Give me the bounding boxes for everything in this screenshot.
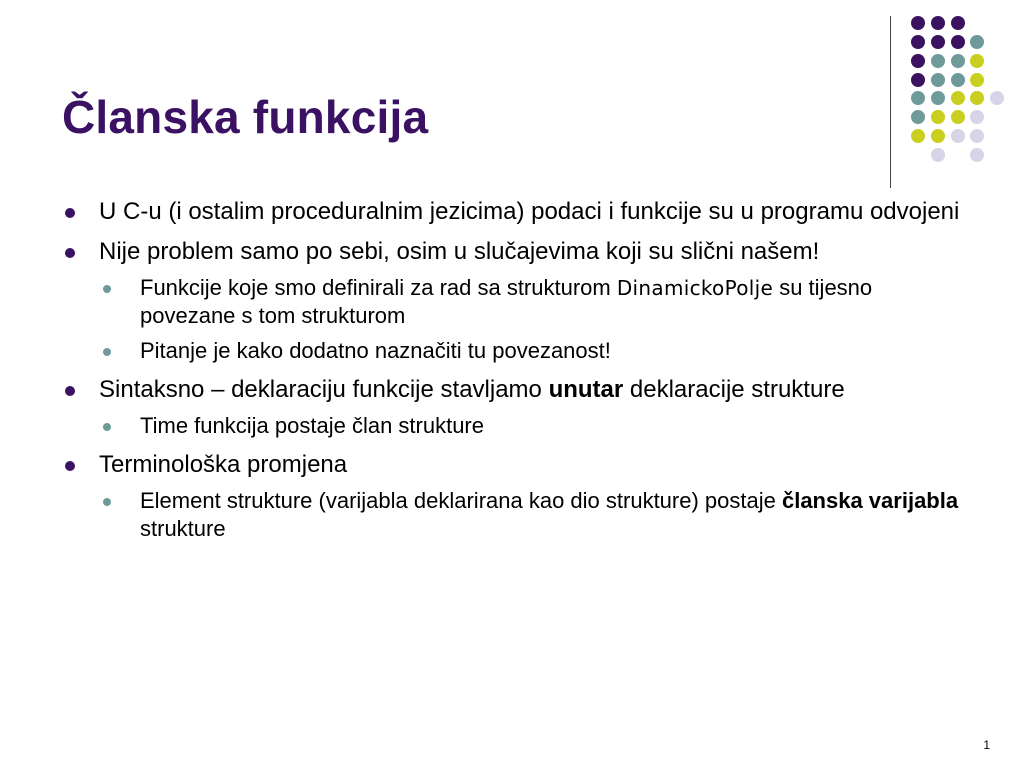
decor-dot (911, 91, 925, 105)
sub-bullet-item (99, 274, 962, 330)
decor-dot (970, 54, 984, 68)
bold-emphasis: unutar (548, 376, 624, 403)
decor-dot (990, 91, 1004, 105)
decor-dot (931, 54, 945, 68)
decor-dot (931, 35, 945, 49)
bullet-text: U C-u (i ostalim proceduralnim jezicima) podaci i funkcije su u programu odvojeni (99, 198, 960, 225)
decor-dot (911, 129, 925, 143)
sub-bullet-text: Pitanje je kako dodatno naznačiti tu povezanost! (140, 338, 611, 363)
decor-dot (931, 91, 945, 105)
bold-emphasis: članska varijabla (781, 488, 959, 513)
code-identifier: DinamickoPolje (616, 276, 774, 300)
bullet-item (62, 196, 962, 227)
decor-dot (931, 16, 945, 30)
decor-dot (951, 110, 965, 124)
sub-bullet-text: Time funkcija postaje član strukture (140, 413, 484, 438)
decor-dot (931, 148, 945, 162)
decor-dot (951, 16, 965, 30)
bullet-text: deklaracije strukture (623, 376, 845, 403)
divider-line (890, 16, 891, 188)
decor-dot (951, 54, 965, 68)
decor-dot (970, 110, 984, 124)
decor-dot (911, 16, 925, 30)
decor-dot (970, 91, 984, 105)
decor-dot (970, 148, 984, 162)
sub-bullet-text: Element strukture (varijabla deklarirana kao dio strukture) postaje (140, 488, 782, 513)
decor-dot (970, 129, 984, 143)
decor-dot (931, 110, 945, 124)
bullet-item (62, 449, 962, 480)
decor-dot (951, 129, 965, 143)
slide-body (62, 196, 962, 552)
decor-dot (951, 91, 965, 105)
decor-dot (911, 54, 925, 68)
sub-bullet-text: Funkcije koje smo definirali za rad sa strukturom (140, 275, 617, 300)
sub-bullet-item (99, 337, 962, 365)
decor-dot (970, 73, 984, 87)
bullet-text: Terminološka promjena (99, 451, 348, 478)
decor-dot (911, 110, 925, 124)
bullet-item (62, 236, 962, 267)
sub-bullet-item (99, 487, 962, 543)
bullet-text: Nije problem samo po sebi, osim u slučajevima koji su slični našem! (99, 238, 820, 265)
sub-bullet-text: su tijesno povezane s tom strukturom (140, 275, 873, 328)
decor-dot (931, 129, 945, 143)
decor-dot (931, 73, 945, 87)
decor-dot (911, 35, 925, 49)
page-number: 1 (983, 738, 990, 752)
bullet-text: Sintaksno – deklaraciju funkcije stavljamo (99, 376, 549, 403)
decor-dot (911, 73, 925, 87)
sub-bullet-text: strukture (140, 516, 226, 541)
slide-title: Članska funkcija (62, 91, 429, 143)
decor-dot (970, 35, 984, 49)
bullet-item (62, 374, 962, 405)
decor-dot (951, 35, 965, 49)
decor-dot (951, 73, 965, 87)
sub-bullet-item (99, 412, 962, 440)
